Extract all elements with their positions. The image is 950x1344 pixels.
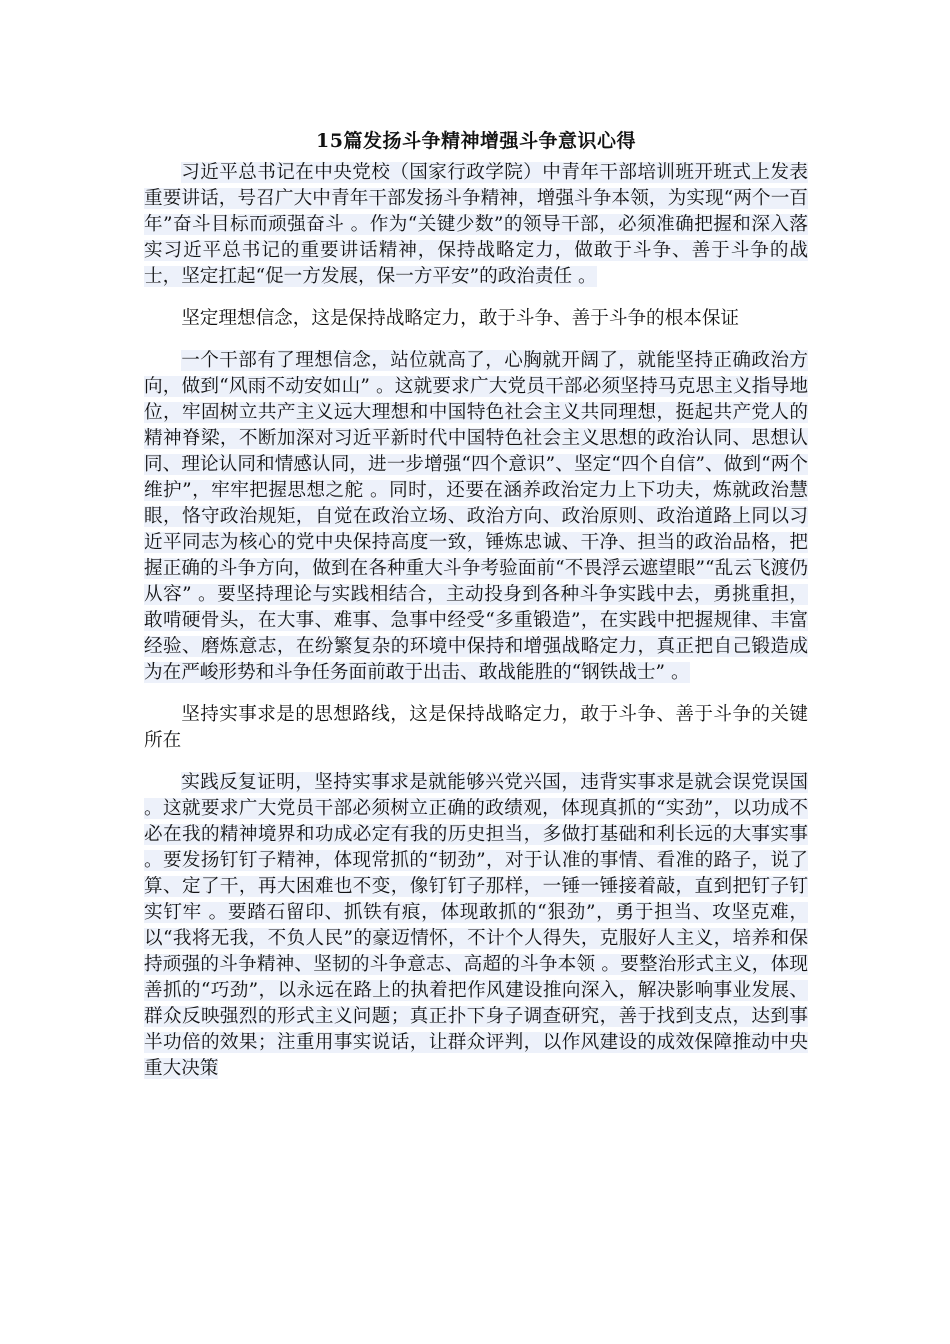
section-heading-facts-text: 坚持实事求是的思想路线，这是保持战略定力，敢于斗争、善于斗争的关键所在 <box>144 704 808 751</box>
paragraph-facts-text: 实践反复证明，坚持实事求是就能够兴党兴国，违背实事求是就会误党误国 。这就要求广大党员干部必须树立正确的政绩观，体现真抓的“实劲”，以功成不必在我的精神境界和功成必定有我的历史担当，多做打基础和利长远的大事实事 。要发扬钉钉子精神，体现常抓的“韧劲”，对于认准的事情、看准的路子，说了算、定了干，再大困难也不变，像钉钉子那样，一锤一锤接着敲，直到把钉子钉实钉牢 。要踏石留印、抓铁有痕，体现敢抓的“狠劲”，勇于担当、攻坚克难，以“我将无我，不负人民”的豪迈情怀，不计个人得失，克服好人主义，培养和保持顽强的斗争精神、坚韧的斗争意志、高超的斗争本领 。要整治形式主义，体现善抓的“巧劲”，以永远在路上的执着把作风建设推向深入，解决影响事业发展、群众反映强烈的形式主义问题；真正扑下身子调查研究，善于找到支点，达到事半功倍的效果；注重用事实说话，让群众评判，以作风建设的成效保障推动中央重大决策 <box>144 772 808 1079</box>
paragraph-facts <box>144 770 808 1082</box>
document-body <box>144 126 808 1098</box>
document-title: 15篇发扬斗争精神增强斗争意识心得 <box>316 130 636 152</box>
paragraph-ideals <box>144 348 808 686</box>
section-heading-facts <box>144 702 808 754</box>
paragraph-intro-text: 习近平总书记在中央党校（国家行政学院）中青年干部培训班开班式上发表重要讲话，号召广大中青年干部发扬斗争精神，增强斗争本领，为实现“两个一百年”奋斗目标而顽强奋斗 。作为“关键少数”的领导干部，必须准确把握和深入落实习近平总书记的重要讲话精神，保持战略定力，做敢于斗争、善于斗争的战士，坚定扛起“促一方发展，保一方平安”的政治责任 。 <box>144 162 808 287</box>
section-heading-ideals <box>144 306 808 332</box>
paragraph-ideals-text: 一个干部有了理想信念，站位就高了，心胸就开阔了，就能坚持正确政治方向，做到“风雨不动安如山” 。这就要求广大党员干部必须坚持马克思主义指导地位，牢固树立共产主义远大理想和中国特色社会主义共同理想，挺起共产党人的精神脊梁，不断加深对习近平新时代中国特色社会主义思想的政治认同、思想认同、理论认同和情感认同，进一步增强“四个意识”、坚定“四个自信”、做到“两个维护”，牢牢把握思想之舵 。同时，还要在涵养政治定力上下功夫，炼就政治慧眼，恪守政治规矩，自觉在政治立场、政治方向、政治原则、政治道路上同以习近平同志为核心的党中央保持高度一致，锤炼忠诚、干净、担当的政治品格，把握正确的斗争方向，做到在各种重大斗争考验面前“不畏浮云遮望眼”“乱云飞渡仍从容” 。要坚持理论与实践相结合，主动投身到各种斗争实践中去，勇挑重担，敢啃硬骨头，在大事、难事、急事中经受“多重锻造”，在实践中把握规律、丰富经验、磨炼意志，在纷繁复杂的环境中保持和增强战略定力，真正把自己锻造成为在严峻形势和斗争任务面前敢于出击、敢战能胜的“钢铁战士” 。 <box>144 350 808 683</box>
section-heading-ideals-text: 坚定理想信念，这是保持战略定力，敢于斗争、善于斗争的根本保证 <box>181 308 740 329</box>
paragraph-intro <box>144 160 808 290</box>
